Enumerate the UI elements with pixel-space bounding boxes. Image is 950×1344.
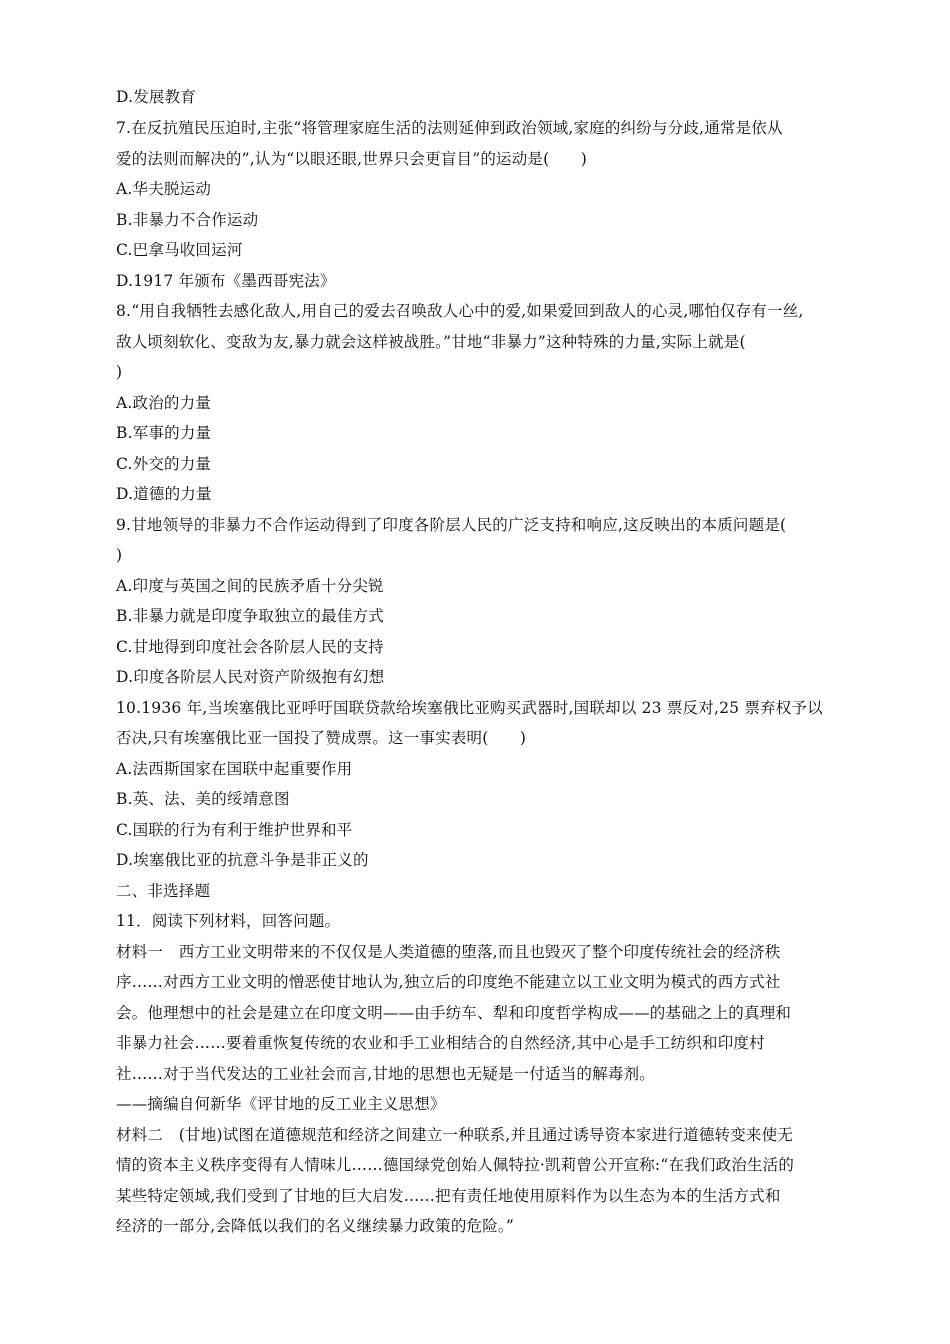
material1-line1: 材料一 西方工业文明带来的不仅仅是人类道德的堕落,而且也毁灭了整个印度传统社会的经济秩 [116,943,781,961]
q8-stem-line2: 敌人顷刻软化、变敌为友,暴力就会这样被战胜。”甘地“非暴力”这种特殊的力量,实际上就是( [116,333,746,351]
q9-option-a: A.印度与英国之间的民族矛盾十分尖锐 [116,577,384,595]
material1-source: ——摘编自何新华《评甘地的反工业主义思想》 [116,1095,446,1113]
material2-line4: 经济的一部分,会降低以我们的名义继续暴力政策的危险。” [116,1217,515,1235]
q9-option-d: D.印度各阶层人民对资产阶级抱有幻想 [116,668,385,686]
q6-option-d: D.发展教育 [116,88,197,106]
q10-option-d: D.埃塞俄比亚的抗意斗争是非正义的 [116,851,369,869]
q9-stem-line2: ) [116,546,123,564]
material1-line2: 序……对西方工业文明的憎恶使甘地认为,独立后的印度绝不能建立以工业文明为模式的西方式社 [116,973,781,991]
q9-option-c: C.甘地得到印度社会各阶层人民的支持 [116,638,384,656]
q9-stem-line1: 9.甘地领导的非暴力不合作运动得到了印度各阶层人民的广泛支持和响应,这反映出的本质问题是( [116,516,787,534]
q8-option-a: A.政治的力量 [116,394,212,412]
q8-option-c: C.外交的力量 [116,455,212,473]
q8-stem-line1: 8.“用自我牺牲去感化敌人,用自己的爱去召唤敌人心中的爱,如果爱回到敌人的心灵,哪怕仅存有一丝, [116,302,804,320]
material2-line1: 材料二 (甘地)试图在道德规范和经济之间建立一种联系,并且通过诱导资本家进行道德转变来使无 [116,1126,794,1144]
q8-option-d: D.道德的力量 [116,485,212,503]
q10-option-b: B.英、法、美的绥靖意图 [116,790,290,808]
section-heading-non-choice: 二、非选择题 [116,882,211,900]
q8-option-b: B.军事的力量 [116,424,212,442]
material2-line3: 某些特定领域,我们受到了甘地的巨大启发……把有责任地使用原料作为以生态为本的生活方式和 [116,1187,781,1205]
material1-line3: 会。他理想中的社会是建立在印度文明——由手纺车、犁和印度哲学构成——的基础之上的真理和 [116,1004,792,1022]
q8-stem-line3: ) [116,363,123,381]
q7-option-a: A.华夫脱运动 [116,180,212,198]
material2-line2: 情的资本主义秩序变得有人情味儿……德国绿党创始人佩特拉·凯莉曾公开宣称:“在我们政治生活的 [116,1156,795,1174]
material1-line4: 非暴力社会……要着重恢复传统的农业和手工业相结合的自然经济,其中心是手工纺织和印度村 [116,1034,765,1052]
q10-stem-line1: 10.1936 年,当埃塞俄比亚呼吁国联贷款给埃塞俄比亚购买武器时,国联却以 23 票反对,25 票弃权予以 [116,699,823,717]
q7-option-c: C.巴拿马收回运河 [116,241,243,259]
q7-option-d: D.1917 年颁布《墨西哥宪法》 [116,272,336,290]
material1-line5: 社……对于当代发达的工业社会而言,甘地的思想也无疑是一付适当的解毒剂。 [116,1065,655,1083]
q10-option-c: C.国联的行为有利于维护世界和平 [116,821,353,839]
q10-stem-line2: 否决,只有埃塞俄比亚一国投了赞成票。这一事实表明( ) [116,729,527,747]
q7-option-b: B.非暴力不合作运动 [116,211,259,229]
q11-stem: 11．阅读下列材料，回答问题。 [116,912,341,930]
q7-stem-line1: 7.在反抗殖民压迫时,主张“将管理家庭生活的法则延伸到政治领域,家庭的纠纷与分歧,通常是依从 [116,119,783,137]
q10-option-a: A.法西斯国家在国联中起重要作用 [116,760,353,778]
q7-stem-line2: 爱的法则而解决的”,认为“以眼还眼,世界只会更盲目”的运动是( ) [116,150,588,168]
q9-option-b: B.非暴力就是印度争取独立的最佳方式 [116,607,384,625]
